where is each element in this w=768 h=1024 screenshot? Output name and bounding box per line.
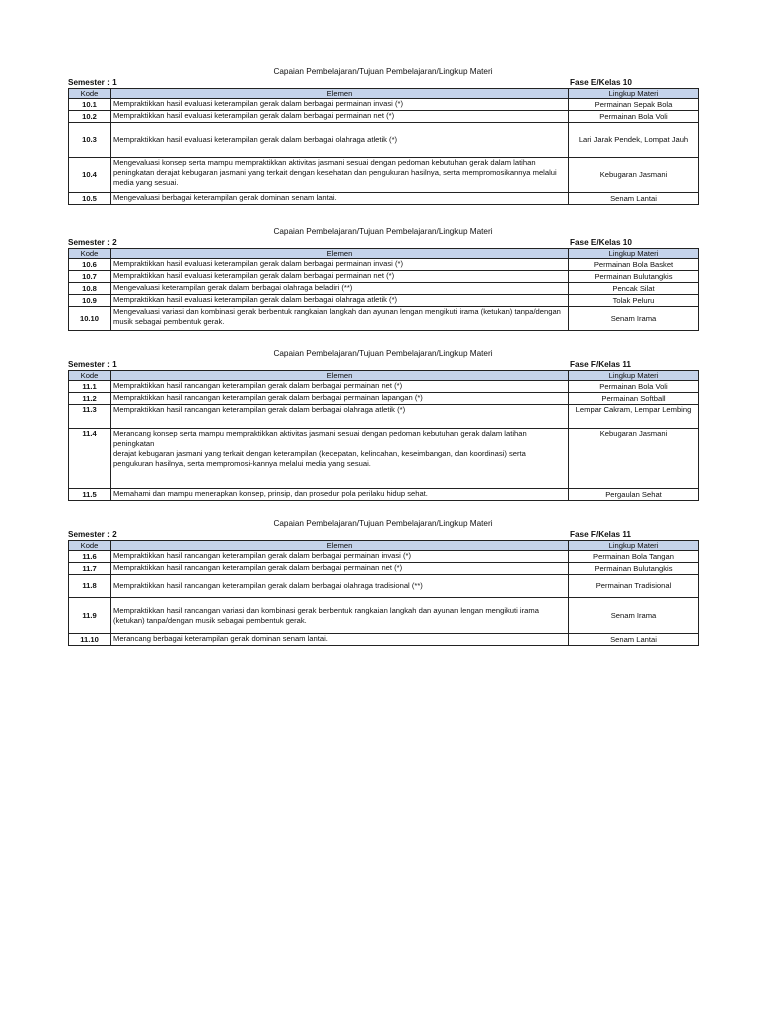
lingkup-table [68, 88, 699, 205]
cell-kode: 10.10 [69, 307, 111, 331]
table-row [69, 307, 699, 331]
table-header-row [69, 89, 699, 99]
cell-kode: 10.3 [69, 123, 111, 158]
cell-lingkup: Kebugaran Jasmani [569, 158, 699, 193]
section-meta [68, 78, 698, 88]
header-elemen: Elemen [111, 541, 569, 551]
cell-elemen: Mempraktikkan hasil evaluasi keterampilan gerak dalam berbagai olahraga atletik (*) [111, 123, 569, 158]
semester-label: Semester : 1 [68, 360, 117, 369]
table-row [69, 405, 699, 429]
table-row [69, 295, 699, 307]
section-title: Capaian Pembelajaran/Tujuan Pembelajaran/Lingkup Materi [273, 67, 493, 76]
cell-kode: 10.9 [69, 295, 111, 307]
header-elemen: Elemen [111, 249, 569, 259]
cell-kode: 11.2 [69, 393, 111, 405]
table-row [69, 193, 699, 205]
cell-lingkup: Tolak Peluru [569, 295, 699, 307]
cell-elemen: Mempraktikkan hasil evaluasi keterampilan gerak dalam berbagai permainan invasi (*) [111, 99, 569, 111]
cell-kode: 10.5 [69, 193, 111, 205]
lingkup-table [68, 370, 699, 501]
cell-elemen: Mempraktikkan hasil rancangan keterampilan gerak dalam berbagai permainan net (*) [111, 563, 569, 575]
cell-elemen [111, 429, 569, 489]
cell-elemen: Mengevaluasi berbagai keterampilan gerak dominan senam lantai. [111, 193, 569, 205]
table-row [69, 259, 699, 271]
cell-kode: 11.6 [69, 551, 111, 563]
header-lingkup: Lingkup Materi [569, 89, 699, 99]
section-semester-2-kelas-10 [68, 226, 698, 331]
cell-lingkup: Permainan Softball [569, 393, 699, 405]
cell-kode: 10.8 [69, 283, 111, 295]
header-kode: Kode [69, 541, 111, 551]
table-row [69, 489, 699, 501]
cell-lingkup: Pencak Silat [569, 283, 699, 295]
header-kode: Kode [69, 89, 111, 99]
fase-label: Fase F/Kelas 11 [570, 360, 631, 369]
cell-lingkup: Permainan Bola Basket [569, 259, 699, 271]
cell-elemen: Mempraktikkan hasil rancangan keterampilan gerak dalam berbagai olahraga atletik (*) [111, 405, 569, 429]
cell-kode: 11.1 [69, 381, 111, 393]
table-header-row [69, 541, 699, 551]
cell-kode: 10.6 [69, 259, 111, 271]
cell-elemen: Mempraktikkan hasil evaluasi keterampilan gerak dalam berbagai permainan invasi (*) [111, 259, 569, 271]
cell-kode: 10.7 [69, 271, 111, 283]
cell-lingkup: Senam Irama [569, 598, 699, 634]
fase-label: Fase E/Kelas 10 [570, 78, 632, 87]
semester-label: Semester : 1 [68, 78, 117, 87]
lingkup-table [68, 248, 699, 331]
cell-kode: 10.4 [69, 158, 111, 193]
table-row [69, 158, 699, 193]
cell-lingkup: Permainan Tradisional [569, 575, 699, 598]
cell-lingkup: Lempar Cakram, Lempar Lembing [569, 405, 699, 429]
table-row [69, 429, 699, 489]
cell-kode: 11.3 [69, 405, 111, 429]
section-title: Capaian Pembelajaran/Tujuan Pembelajaran/Lingkup Materi [273, 519, 493, 528]
cell-lingkup: Lari Jarak Pendek, Lompat Jauh [569, 123, 699, 158]
header-elemen: Elemen [111, 89, 569, 99]
cell-elemen: Mempraktikkan hasil evaluasi keterampilan gerak dalam berbagai permainan net (*) [111, 271, 569, 283]
cell-kode: 10.2 [69, 111, 111, 123]
table-row [69, 575, 699, 598]
cell-lingkup: Pergaulan Sehat [569, 489, 699, 501]
header-lingkup: Lingkup Materi [569, 371, 699, 381]
cell-elemen: Mempraktikkan hasil rancangan keterampilan gerak dalam berbagai permainan lapangan (*) [111, 393, 569, 405]
section-semester-1-kelas-11 [68, 348, 698, 501]
table-row [69, 551, 699, 563]
cell-kode: 11.7 [69, 563, 111, 575]
cell-lingkup: Kebugaran Jasmani [569, 429, 699, 489]
table-row [69, 393, 699, 405]
cell-kode: 11.9 [69, 598, 111, 634]
section-meta [68, 238, 698, 248]
cell-lingkup: Senam Lantai [569, 634, 699, 646]
section-semester-1-kelas-10 [68, 66, 698, 205]
section-semester-2-kelas-11 [68, 518, 698, 646]
cell-lingkup: Permainan Sepak Bola [569, 99, 699, 111]
cell-lingkup: Permainan Bulutangkis [569, 563, 699, 575]
cell-elemen: Mengevaluasi keterampilan gerak dalam berbagai olahraga beladiri (**) [111, 283, 569, 295]
header-lingkup: Lingkup Materi [569, 249, 699, 259]
cell-elemen: Mempraktikkan hasil rancangan keterampilan gerak dalam berbagai olahraga tradisional (**) [111, 575, 569, 598]
cell-elemen: Mengevaluasi variasi dan kombinasi gerak berbentuk rangkaian langkah dan ayunan lengan mengikuti irama (ketukan) tanpa/dengan musik sebagai pembentuk gerak. [111, 307, 569, 331]
table-row [69, 99, 699, 111]
cell-elemen: Mempraktikkan hasil evaluasi keterampilan gerak dalam berbagai permainan net (*) [111, 111, 569, 123]
table-header-row [69, 371, 699, 381]
cell-lingkup: Senam Irama [569, 307, 699, 331]
fase-label: Fase E/Kelas 10 [570, 238, 632, 247]
header-lingkup: Lingkup Materi [569, 541, 699, 551]
cell-elemen: Mempraktikkan hasil rancangan variasi dan kombinasi gerak berbentuk rangkaian langkah dan ayunan lengan mengikuti irama (ketukan) tanpa/dengan musik sebagai pembentuk gerak. [111, 598, 569, 634]
lingkup-table [68, 540, 699, 646]
table-row [69, 123, 699, 158]
cell-lingkup: Permainan Bola Voli [569, 381, 699, 393]
cell-elemen: Merancang berbagai keterampilan gerak dominan senam lantai. [111, 634, 569, 646]
table-row [69, 381, 699, 393]
header-kode: Kode [69, 249, 111, 259]
elemen-line: derajat kebugaran jasmani yang terkait dengan keterampilan (kecepatan, kelincahan, keseimbangan, dan koordinasi) serta pengukuran hasilnya, serta mempromosi-kannya melalui media yang sesuai. [113, 449, 526, 468]
section-meta [68, 530, 698, 540]
cell-kode: 11.4 [69, 429, 111, 489]
section-title: Capaian Pembelajaran/Tujuan Pembelajaran/Lingkup Materi [273, 227, 493, 236]
header-elemen: Elemen [111, 371, 569, 381]
cell-lingkup: Permainan Bulutangkis [569, 271, 699, 283]
semester-label: Semester : 2 [68, 530, 117, 539]
cell-elemen: Mempraktikkan hasil evaluasi keterampilan gerak dalam berbagai olahraga atletik (*) [111, 295, 569, 307]
cell-elemen: Mengevaluasi konsep serta mampu mempraktikkan aktivitas jasmani sesuai dengan pedoman kebutuhan gerak dalam latihan peningkatan derajat kebugaran jasmani yang terkait dengan kesehatan dan pengukuran hasilnya, serta mempromosikannya melalui media yang sesuai. [111, 158, 569, 193]
cell-elemen: Mempraktikkan hasil rancangan keterampilan gerak dalam berbagai permainan invasi (*) [111, 551, 569, 563]
cell-elemen: Mempraktikkan hasil rancangan keterampilan gerak dalam berbagai permainan net (*) [111, 381, 569, 393]
table-row [69, 283, 699, 295]
cell-lingkup: Permainan Bola Tangan [569, 551, 699, 563]
fase-label: Fase F/Kelas 11 [570, 530, 631, 539]
section-title: Capaian Pembelajaran/Tujuan Pembelajaran/Lingkup Materi [273, 349, 493, 358]
cell-lingkup: Senam Lantai [569, 193, 699, 205]
semester-label: Semester : 2 [68, 238, 117, 247]
table-row [69, 271, 699, 283]
cell-lingkup: Permainan Bola Voli [569, 111, 699, 123]
cell-kode: 11.8 [69, 575, 111, 598]
section-meta [68, 360, 698, 370]
cell-kode: 10.1 [69, 99, 111, 111]
cell-kode: 11.5 [69, 489, 111, 501]
table-row [69, 598, 699, 634]
cell-elemen: Memahami dan mampu menerapkan konsep, prinsip, dan prosedur pola perilaku hidup sehat. [111, 489, 569, 501]
table-row [69, 563, 699, 575]
elemen-line: Merancang konsep serta mampu mempraktikkan aktivitas jasmani sesuai dengan pedoman kebutuhan gerak dalam latihan peningkatan [113, 429, 527, 448]
table-row [69, 634, 699, 646]
table-header-row [69, 249, 699, 259]
cell-kode: 11.10 [69, 634, 111, 646]
header-kode: Kode [69, 371, 111, 381]
table-row [69, 111, 699, 123]
